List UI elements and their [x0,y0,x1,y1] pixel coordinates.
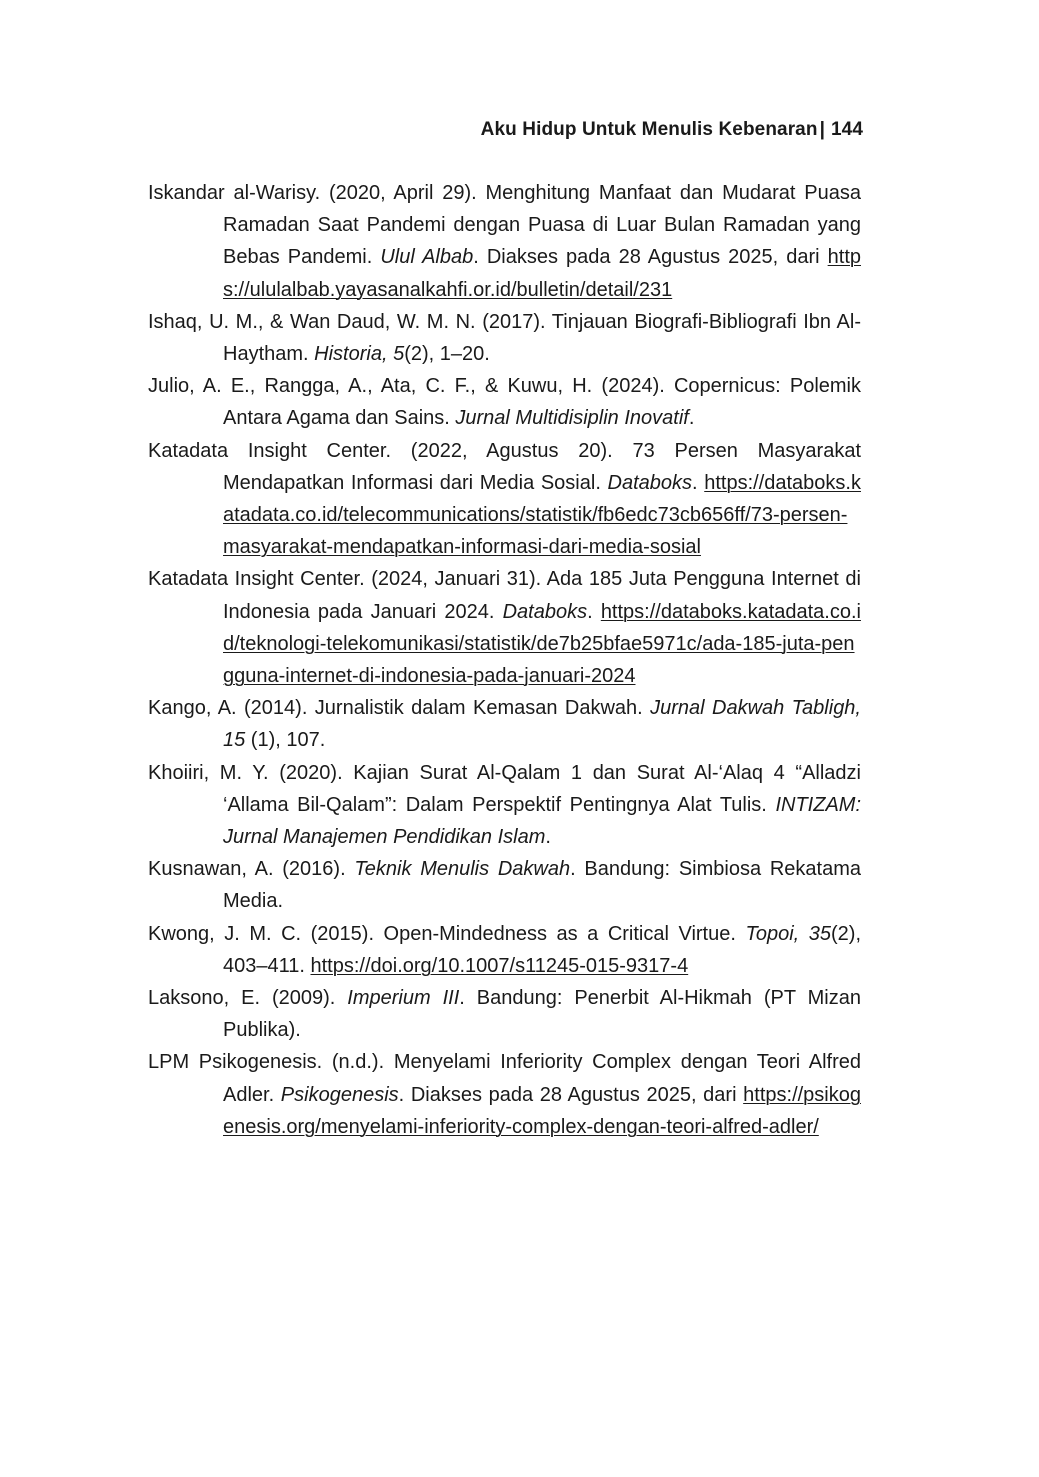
reference-item: Iskandar al-Warisy. (2020, April 29). Menghitung Manfaat dan Mudarat Puasa Ramadan Saat Pandemi dengan Puasa di Luar Bulan Ramadan yang Bebas Pandemi. Ulul Albab. Diakses pada 28 Agustus 2025, dari https://ululalbab.yayasanalkahfi.or.id/bulletin/detail/231 [148,182,861,301]
reference-list [148,177,861,1143]
source-title: Databoks [607,471,693,494]
reference-link[interactable]: https://databoks.katadata.co.id/teknologi-telekomunikasi/statistik/de7b25bfae5971c/ada-185-juta-pengguna-internet-di-indonesia-pada-januari-2024 [223,600,861,688]
reference-item: Julio, A. E., Rangga, A., Ata, C. F., & Kuwu, H. (2024). Copernicus: Polemik Antara Agama dan Sains. Jurnal Multidisiplin Inovatif. [148,375,861,430]
running-header [481,119,863,141]
header-separator: | [819,119,825,140]
page-number: 144 [830,119,863,140]
source-title: Historia, 5 [314,343,405,366]
book-title: Aku Hidup Untuk Menulis Kebenaran [480,119,818,140]
reference-item: Ishaq, U. M., & Wan Daud, W. M. N. (2017). Tinjauan Biografi-Bibliografi Ibn Al-Haytham. Historia, 5(2), 1–20. [148,310,861,366]
reference-link[interactable]: https://psikogenesis.org/menyelami-inferiority-complex-dengan-teori-alfred-adler/ [223,1083,861,1138]
source-title: Imperium III [347,987,460,1010]
reference-item: Kango, A. (2014). Jurnalistik dalam Kemasan Dakwah. Jurnal Dakwah Tabligh, 15 (1), 107. [148,697,861,752]
source-title: Databoks [502,600,588,623]
source-title: Jurnal Multidisiplin Inovatif [455,407,689,430]
reference-item: Katadata Insight Center. (2022, Agustus 20). 73 Persen Masyarakat Mendapatkan Informasi dari Media Sosial. Databoks. https://databoks.katadata.co.id/telecommunications/statistik/fb6edc73cb656ff/73-persen-masyarakat-mendapatkan-informasi-dari-media-sosial [148,439,861,559]
reference-item: Katadata Insight Center. (2024, Januari 31). Ada 185 Juta Pengguna Internet di Indonesia pada Januari 2024. Databoks. https://databoks.katadata.co.id/teknologi-telekomunikasi/statistik/de7b25bfae5971c/ada-185-juta-pengguna-internet-di-indonesia-pada-januari-2024 [148,568,861,688]
source-title: Psikogenesis [280,1083,399,1106]
reference-item: Laksono, E. (2009). Imperium III. Bandung: Penerbit Al-Hikmah (PT Mizan Publika). [148,987,861,1042]
source-title: Ulul Albab [380,246,474,269]
reference-link[interactable]: https://doi.org/10.1007/s11245-015-9317-4 [310,954,689,977]
source-title: INTIZAM: Jurnal Manajemen Pendidikan Islam [223,793,861,849]
source-title: Jurnal Dakwah Tabligh, 15 [223,697,861,752]
reference-item: Khoiiri, M. Y. (2020). Kajian Surat Al-Qalam 1 dan Surat Al-‘Alaq 4 “Alladzi ‘Allama Bil-Qalam”: Dalam Perspektif Pentingnya Alat Tulis. INTIZAM: Jurnal Manajemen Pendidikan Islam. [148,761,861,849]
source-title: Teknik Menulis Dakwah [354,858,571,881]
reference-link[interactable]: https://ululalbab.yayasanalkahfi.or.id/bulletin/detail/231 [223,246,861,301]
reference-link[interactable]: https://databoks.katadata.co.id/telecommunications/statistik/fb6edc73cb656ff/73-persen-masyarakat-mendapatkan-informasi-dari-media-sosial [223,471,861,559]
reference-item: LPM Psikogenesis. (n.d.). Menyelami Inferiority Complex dengan Teori Alfred Adler. Psikogenesis. Diakses pada 28 Agustus 2025, dari https://psikogenesis.org/menyelami-inferiority-complex-dengan-teori-alfred-adler/ [148,1051,861,1138]
reference-item: Kwong, J. M. C. (2015). Open-Mindedness as a Critical Virtue. Topoi, 35(2), 403–411. https://doi.org/10.1007/s11245-015-9317-4 [148,922,861,977]
source-title: Topoi, 35 [745,922,831,945]
reference-item: Kusnawan, A. (2016). Teknik Menulis Dakwah. Bandung: Simbiosa Rekatama Media. [148,858,861,913]
